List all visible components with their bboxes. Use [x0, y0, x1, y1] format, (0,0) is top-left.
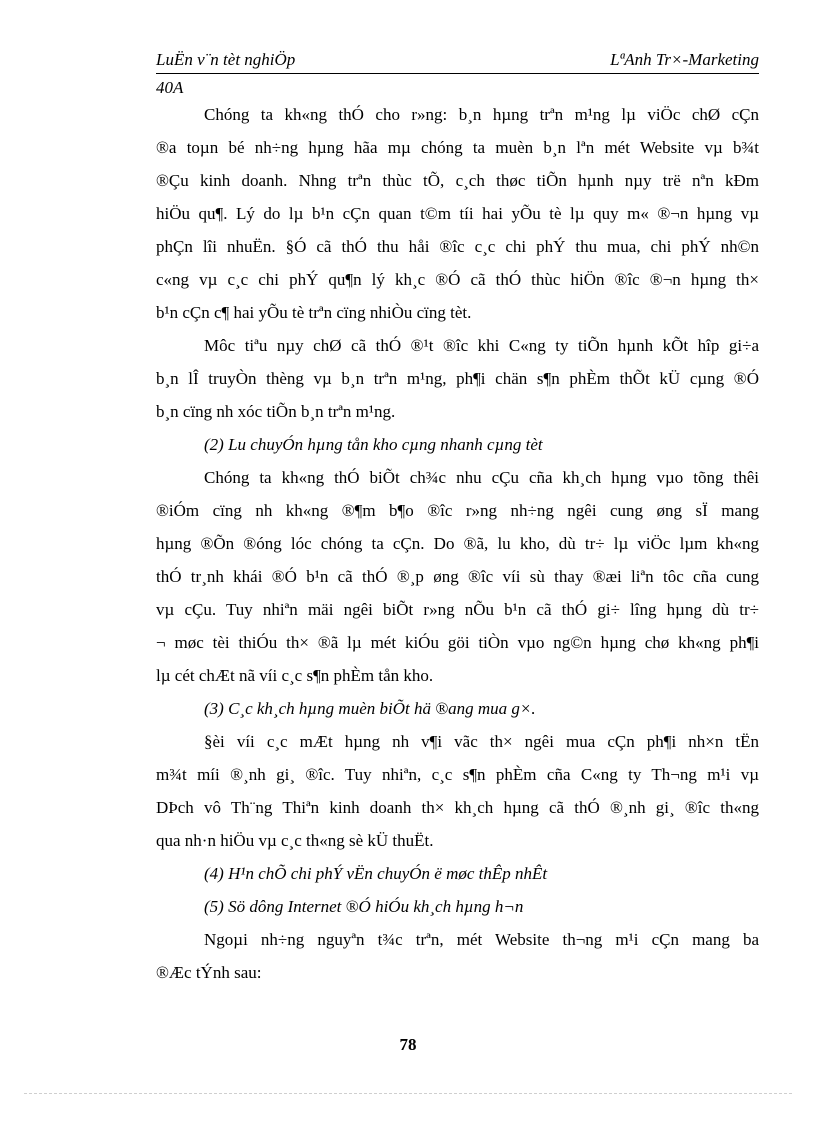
text-line: phÇn lîi nhuËn. §Ó cã thÓ thu håi ®îc c¸c chi phÝ thu mua, chi phÝ nh©n — [156, 237, 759, 256]
text-line: b¸n cïng nh xóc tiÕn b¸n trªn m¹ng. — [156, 402, 396, 421]
subheading: (5) Sö dông Internet ®Ó hiÓu kh¸ch hµng h¬n — [204, 897, 524, 916]
text-line: hµng ®Õn ®óng lóc chóng ta cÇn. Do ®ã, lu kho, dù tr÷ lµ viÖc lµm kh«ng — [156, 534, 759, 553]
text-line: DÞch vô Th¨ng Thiªn kinh doanh th× kh¸ch hµng cã thÓ ®¸nh gi¸ ®îc th«ng — [156, 798, 759, 817]
text-line: b¸n lÎ truyÒn thèng vµ b¸n trªn m¹ng, ph¶i chän s¶n phÈm thÕt kÜ cµng ®Ó — [156, 369, 759, 388]
text-line: Môc tiªu nµy chØ cã thÓ ®¹t ®îc khi C«ng ty tiÕn hµnh kÕt hîp gi÷a — [204, 336, 759, 355]
text-line: vµ cÇu. Tuy nhiªn mäi ngêi biÕt r»ng nÕu b¹n cã thÓ gi÷ lîng hµng dù tr÷ — [156, 600, 759, 619]
text-line: §èi víi c¸c mÆt hµng nh v¶i vãc th× ngêi mua cÇn ph¶i nh×n tËn — [204, 732, 759, 751]
header-class: 40A — [156, 78, 184, 97]
text-line: ®a toµn bé nh÷ng hµng hãa mµ chóng ta muèn b¸n lªn mét Website vµ b¾t — [156, 138, 759, 157]
text-line: Chóng ta kh«ng thÓ cho r»ng: b¸n hµng trªn m¹ng lµ viÖc chØ cÇn — [204, 105, 759, 124]
text-line: ®iÓm cïng nh kh«ng ®¶m b¶o ®îc r»ng nh÷ng ngêi cung øng sÏ mang — [156, 501, 759, 520]
text-line: qua nh·n hiÖu vµ c¸c th«ng sè kÜ thuËt. — [156, 831, 434, 850]
text-line: ¬ møc tèi thiÓu th× ®ã lµ mét kiÓu göi tiÒn vµo ng©n hµng chø kh«ng ph¶i — [156, 633, 759, 652]
text-line: m¾t míi ®¸nh gi¸ ®îc. Tuy nhiªn, c¸c s¶n phÈm cña C«ng ty Th¬ng m¹i vµ — [156, 765, 759, 784]
subheading: (3) C¸c kh¸ch hµng muèn biÕt hä ®ang mua g×. — [204, 699, 536, 718]
text-line: ®Çu kinh doanh. Nhng trªn thùc tÕ, c¸ch thøc tiÕn hµnh nµy trë nªn kÐm — [156, 171, 759, 190]
text-line: b¹n cÇn c¶ hai yÕu tè trªn cïng nhiÒu cïng tèt. — [156, 303, 472, 322]
header-author: LªAnh Tr×-Marketing — [610, 50, 759, 69]
subheading: (2) Lu chuyÓn hµng tån kho cµng nhanh cµng tèt — [204, 435, 543, 454]
text-line: ®Æc tÝnh sau: — [156, 963, 262, 982]
text-line: thÓ tr¸nh khái ®Ó b¹n cã thÓ ®¸p øng ®îc víi sù thay ®æi liªn tôc cña cung — [156, 567, 759, 586]
text-line: Chóng ta kh«ng thÓ biÕt ch¾c nhu cÇu cña kh¸ch hµng vµo tõng thêi — [204, 468, 759, 487]
page-number: 78 — [399, 1035, 417, 1054]
page-edge-divider — [24, 1093, 792, 1094]
text-line: lµ cét chÆt nã víi c¸c s¶n phÈm tån kho. — [156, 666, 434, 685]
subheading: (4) H¹n chÕ chi phÝ vËn chuyÓn ë møc thÊp nhÊt — [204, 864, 548, 883]
text-line: c«ng vµ c¸c chi phÝ qu¶n lý kh¸c ®Ó cã thÓ thùc hiÖn ®îc ®¬n hµng th× — [156, 270, 759, 289]
text-line: Ngoµi nh÷ng nguyªn t¾c trªn, mét Website th¬ng m¹i cÇn mang ba — [204, 930, 759, 949]
text-line: hiÖu qu¶. Lý do lµ b¹n cÇn quan t©m tíi hai yÕu tè lµ quy m« ®¬n hµng vµ — [156, 204, 759, 223]
header-divider — [156, 73, 759, 74]
header-thesis-title: LuËn v¨n tèt nghiÖp — [156, 50, 296, 69]
